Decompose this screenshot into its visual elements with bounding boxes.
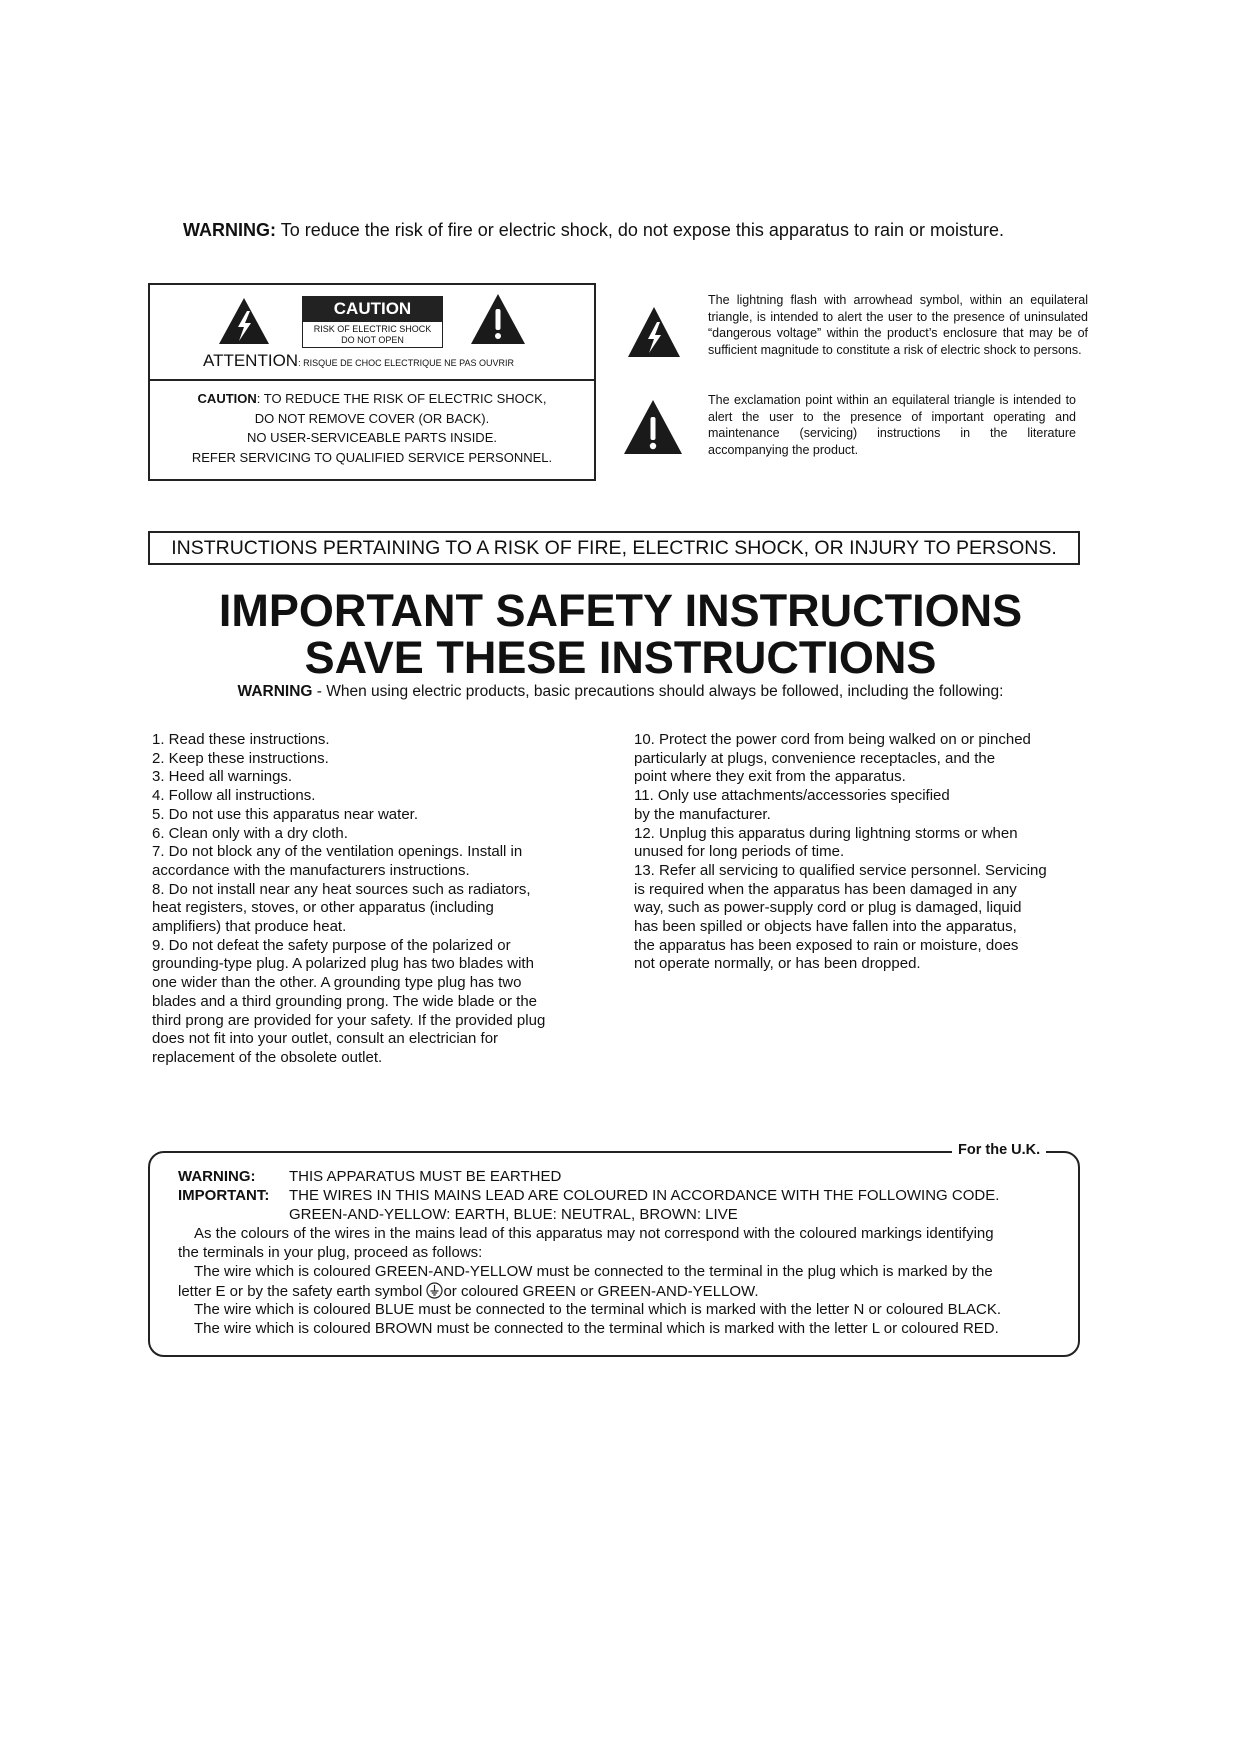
exclamation-warning-icon <box>470 293 526 345</box>
list-item <box>152 843 545 880</box>
top-warning-label: WARNING: <box>183 220 276 240</box>
list-item-line: point where they exit from the apparatus. <box>634 768 906 786</box>
list-item-line: 11. Only use attachments/accessories specified <box>634 787 950 805</box>
page-title: IMPORTANT SAFETY INSTRUCTIONS <box>218 585 1023 636</box>
list-item <box>152 787 545 806</box>
instructions-list-left <box>152 731 545 1068</box>
list-item-line: has been spilled or objects have fallen into the apparatus, <box>634 918 1017 936</box>
list-item-line: 2. Keep these instructions. <box>152 749 329 767</box>
list-item <box>634 787 1047 824</box>
attention-text: : RISQUE DE CHOC ELECTRIQUE NE PAS OUVRIR <box>298 358 514 368</box>
top-warning <box>183 220 1004 241</box>
list-item-line: 8. Do not install near any heat sources such as radiators, <box>152 880 531 898</box>
caution-line-3: NO USER-SERVICEABLE PARTS INSIDE. <box>247 430 497 445</box>
lightning-symbol-icon <box>627 306 681 358</box>
uk-paragraph-3: The wire which is coloured BLUE must be connected to the terminal which is marked with the letter N or coloured BLACK. <box>194 1301 1002 1318</box>
list-item-line: by the manufacturer. <box>634 805 771 823</box>
list-item <box>152 806 545 825</box>
list-item-line: third prong are provided for your safety. If the provided plug <box>152 1011 546 1029</box>
list-item-line: the apparatus has been exposed to rain or moisture, does <box>634 936 1019 954</box>
list-item <box>634 825 1047 862</box>
list-item-line: 13. Refer all servicing to qualified service personnel. Servicing <box>634 861 1047 879</box>
uk-important-text-1: THE WIRES IN THIS MAINS LEAD ARE COLOURED IN ACCORDANCE WITH THE FOLLOWING CODE. <box>289 1187 1000 1204</box>
list-item-line: grounding-type plug. A polarized plug has two blades with <box>152 955 534 973</box>
warning-line-label: WARNING <box>237 683 313 700</box>
list-item <box>152 937 545 1068</box>
caution-sub-line1: RISK OF ELECTRIC SHOCK <box>313 324 432 334</box>
caution-line-2: DO NOT REMOVE COVER (OR BACK). <box>254 410 490 426</box>
uk-paragraph-2a: The wire which is coloured GREEN-AND-YELLOW must be connected to the terminal in the plug which is marked by the <box>194 1263 993 1280</box>
exclamation-description: The exclamation point within an equilateral triangle is intended to alert the user to the presence of important operating and maintenance (servicing) instructions in the literature accompanying the product. <box>708 393 1076 458</box>
attention-label: ATTENTION <box>203 351 299 370</box>
top-warning-text: To reduce the risk of fire or electric shock, do not expose this apparatus to rain or moisture. <box>280 220 1005 240</box>
earth-symbol-icon <box>426 1282 443 1299</box>
instructions-banner: INSTRUCTIONS PERTAINING TO A RISK OF FIRE, ELECTRIC SHOCK, OR INJURY TO PERSONS. <box>148 531 1080 565</box>
page-subtitle: SAVE THESE INSTRUCTIONS <box>304 632 937 683</box>
list-item-line: 6. Clean only with a dry cloth. <box>152 824 348 842</box>
list-item-line: way, such as power-supply cord or plug is damaged, liquid <box>634 899 1022 917</box>
list-item <box>152 750 545 769</box>
caution-sub-line2: DO NOT OPEN <box>341 335 404 345</box>
caution-line-4: REFER SERVICING TO QUALIFIED SERVICE PERSONNEL. <box>191 449 553 465</box>
list-item-line: 1. Read these instructions. <box>152 731 330 748</box>
uk-paragraph-1b: the terminals in your plug, proceed as follows: <box>178 1244 483 1261</box>
caution-divider <box>148 379 596 381</box>
warning-line-text: - When using electric products, basic precautions should always be followed, including the following: <box>312 683 1004 700</box>
caution-instructions <box>150 389 594 467</box>
exclamation-symbol-icon <box>623 399 683 455</box>
list-item-line: blades and a third grounding prong. The wide blade or the <box>152 992 537 1010</box>
list-item-line: 7. Do not block any of the ventilation openings. Install in <box>152 843 523 861</box>
list-item-line: heat registers, stoves, or other apparatus (including <box>152 899 494 917</box>
list-item <box>634 731 1047 787</box>
uk-important-text-2: GREEN-AND-YELLOW: EARTH, BLUE: NEUTRAL, BROWN: LIVE <box>289 1206 738 1223</box>
list-item-line: 9. Do not defeat the safety purpose of the polarized or <box>152 936 511 954</box>
list-item-line: is required when the apparatus has been damaged in any <box>634 880 1017 898</box>
instructions-list-right <box>634 731 1047 974</box>
caution-prefix: CAUTION <box>197 391 257 406</box>
uk-paragraph-4: The wire which is coloured BROWN must be connected to the terminal which is marked with the letter L or coloured RED. <box>194 1320 999 1337</box>
list-item <box>152 825 545 844</box>
warning-line <box>0 683 1241 701</box>
list-item <box>152 731 545 750</box>
list-item-line: 3. Heed all warnings. <box>152 768 293 786</box>
attention-line <box>203 351 514 371</box>
list-item-line: not operate normally, or has been dropped. <box>634 955 921 973</box>
list-item-line: 10. Protect the power cord from being walked on or pinched <box>634 731 1031 748</box>
list-item-line: accordance with the manufacturers instructions. <box>152 861 470 879</box>
list-item-line: particularly at plugs, convenience receptacles, and the <box>634 749 996 767</box>
caution-line-1: CAUTION: TO REDUCE THE RISK OF ELECTRIC SHOCK, <box>197 391 547 406</box>
caution-sublabel <box>302 321 443 348</box>
caution-label: CAUTION <box>302 296 443 321</box>
list-item-line: 12. Unplug this apparatus during lightning storms or when <box>634 824 1018 842</box>
list-item-line: replacement of the obsolete outlet. <box>152 1048 383 1066</box>
uk-tag: For the U.K. <box>952 1142 1046 1158</box>
uk-paragraph-1a: As the colours of the wires in the mains lead of this apparatus may not correspond with the coloured markings identifying <box>194 1225 994 1242</box>
list-item-line: 5. Do not use this apparatus near water. <box>152 805 418 823</box>
uk-warning-label: WARNING: <box>178 1168 256 1185</box>
list-item-line: unused for long periods of time. <box>634 843 845 861</box>
uk-important-label: IMPORTANT: <box>178 1187 270 1204</box>
list-item <box>152 768 545 787</box>
uk-paragraph-2b: letter E or by the safety earth symbol or coloured GREEN or GREEN-AND-YELLOW. <box>178 1283 759 1300</box>
list-item-line: one wider than the other. A grounding type plug has two <box>152 974 522 992</box>
list-item-line: amplifiers) that produce heat. <box>152 918 347 936</box>
list-item-line: 4. Follow all instructions. <box>152 787 316 805</box>
lightning-description: The lightning flash with arrowhead symbol, within an equilateral triangle, is intended to alert the user to the presence of uninsulated “dangerous voltage” within the product’s enclosure that may be of sufficient magnitude to constitute a risk of electric shock to persons. <box>708 293 1088 358</box>
lightning-warning-icon <box>218 297 270 345</box>
list-item <box>152 881 545 937</box>
uk-warning-text: THIS APPARATUS MUST BE EARTHED <box>289 1168 562 1185</box>
list-item <box>634 862 1047 974</box>
list-item-line: does not fit into your outlet, consult an electrician for <box>152 1030 499 1048</box>
